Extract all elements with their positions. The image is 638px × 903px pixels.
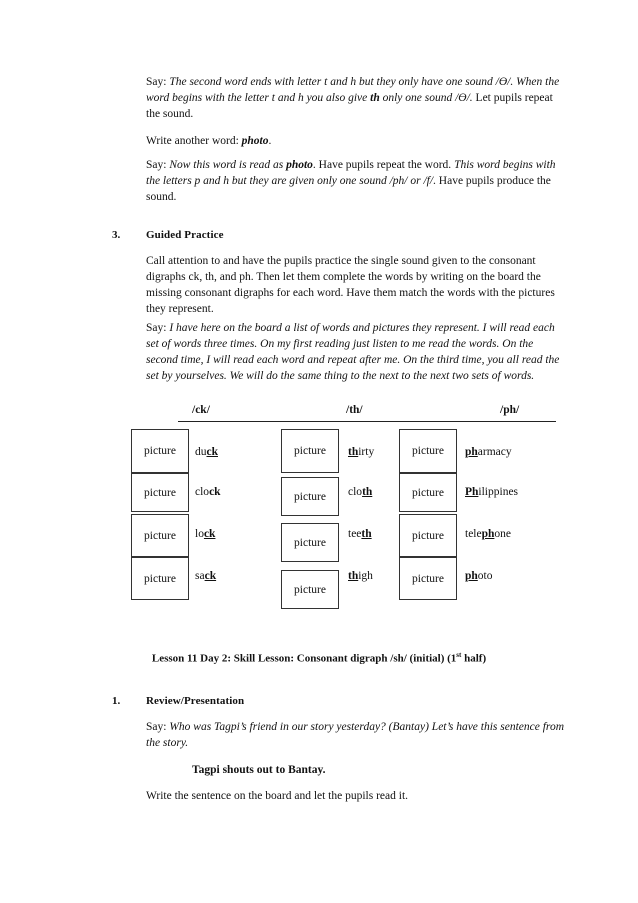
word-part: irty xyxy=(358,446,375,458)
digraph: ck xyxy=(203,528,216,540)
plain-text: Write another word: xyxy=(146,135,242,147)
italic-text: Who was Tagpi’s friend in our story yesterday? (Bantay) Let’s have this sentence from the story. xyxy=(146,721,565,749)
digraph: th xyxy=(361,528,372,540)
digraph: ck xyxy=(209,486,221,498)
picture-box: picture xyxy=(281,477,339,516)
word-lock xyxy=(195,528,215,540)
write-word-paragraph xyxy=(146,133,566,149)
word-pharmacy xyxy=(465,446,512,458)
word-thigh xyxy=(348,570,373,582)
digraph: th xyxy=(348,446,359,458)
picture-box: picture xyxy=(131,557,189,600)
digraph: ph xyxy=(465,446,478,458)
word-part: sa xyxy=(195,570,205,582)
word-part: tele xyxy=(465,528,482,540)
picture-box: picture xyxy=(399,473,457,512)
italic-text: The second word ends with letter t and h but they only have one sound /Ɵ/. When the word begins with the letter t and h you also give xyxy=(146,76,560,104)
italic-text: only one sound /Ɵ/. xyxy=(379,92,473,104)
word-part: clo xyxy=(348,486,363,498)
say-label: Say: xyxy=(146,159,170,171)
review-instruction: Write the sentence on the board and let the pupils read it. xyxy=(146,790,409,802)
digraph: th xyxy=(362,486,373,498)
plain-text: . Have pupils repeat the word. xyxy=(312,159,455,171)
plain-text: . xyxy=(268,135,272,147)
digraph: ph xyxy=(465,570,478,582)
header-divider xyxy=(178,421,556,422)
story-sentence: Tagpi shouts out to Bantay. xyxy=(192,764,326,776)
word-part: ilippines xyxy=(478,486,519,498)
say-label: Say: xyxy=(146,322,170,334)
word-clock xyxy=(195,486,221,498)
word-cloth xyxy=(348,486,372,498)
section-number: 1. xyxy=(112,695,121,707)
word-part: armacy xyxy=(477,446,512,458)
italic-text: Now this word is read as xyxy=(169,159,287,171)
intro-paragraph-th xyxy=(146,74,566,122)
lesson-title xyxy=(0,651,638,665)
column-header-ck: /ck/ xyxy=(192,404,210,416)
word-part: one xyxy=(494,528,512,540)
say-label: Say: xyxy=(146,76,170,88)
lesson-title-text: half) xyxy=(461,652,487,665)
digraph: ck xyxy=(206,446,218,458)
picture-box: picture xyxy=(399,429,457,473)
digraph: ph xyxy=(481,528,495,540)
picture-box: picture xyxy=(399,557,457,600)
section-number: 3. xyxy=(112,229,121,241)
word-part: lo xyxy=(195,528,204,540)
guided-practice-say xyxy=(146,320,566,384)
bold-word: photo xyxy=(286,159,313,171)
word-part: oto xyxy=(477,570,493,582)
word-teeth xyxy=(348,528,372,540)
word-photo xyxy=(465,570,493,582)
ordinal-suffix: st xyxy=(456,651,462,659)
word-sack xyxy=(195,570,216,582)
word-part: du xyxy=(195,446,207,458)
picture-box: picture xyxy=(281,523,339,562)
word-part: clo xyxy=(195,486,210,498)
column-header-ph: /ph/ xyxy=(500,404,520,416)
word-part: tee xyxy=(348,528,362,540)
lesson-title-text: Lesson 11 Day 2: Skill Lesson: Consonant digraph /sh/ (initial) (1 xyxy=(151,652,457,665)
picture-box: picture xyxy=(281,429,339,473)
picture-box: picture xyxy=(399,514,457,557)
word-thirty xyxy=(348,446,374,458)
photo-paragraph xyxy=(146,157,566,205)
section-title: Guided Practice xyxy=(146,229,224,241)
picture-box: picture xyxy=(131,429,189,473)
picture-box: picture xyxy=(131,473,189,512)
bold-digraph: th xyxy=(370,92,380,104)
picture-box: picture xyxy=(131,514,189,557)
section-title: Review/Presentation xyxy=(146,695,245,707)
digraph: Ph xyxy=(465,486,479,498)
word-telephone xyxy=(465,528,511,540)
plain-text: Let pupils repeat the sound. xyxy=(146,92,553,120)
digraph: th xyxy=(348,570,359,582)
italic-text: I have here on the board a list of words and pictures they represent. I will read each set of words three times. On my first reading just listen to me read the words. On the second time, I will read each word and repeat after me. On the third time, you all read the set by yourselves. We will do the same thing to the next to the next two sets of words. xyxy=(146,322,560,382)
bold-word: photo xyxy=(241,135,269,147)
review-say xyxy=(146,719,566,751)
plain-text: . Have pupils produce the sound. xyxy=(146,175,551,203)
column-header-th: /th/ xyxy=(346,404,363,416)
picture-box: picture xyxy=(281,570,339,609)
guided-practice-body: Call attention to and have the pupils practice the single sound given to the consonant digraphs ck, th, and ph. Then let them complete the words by writing on the board the missing consonant digraphs for each word. Have them match the words with the pictures they represent. xyxy=(146,255,555,315)
say-label: Say: xyxy=(146,721,170,733)
digraph: ck xyxy=(204,570,217,582)
word-duck xyxy=(195,446,218,458)
italic-text: This word begins with the letters p and h but they are given only one sound /ph/ or /f/ xyxy=(146,159,556,187)
word-part: igh xyxy=(358,570,373,582)
word-philippines xyxy=(465,486,518,498)
